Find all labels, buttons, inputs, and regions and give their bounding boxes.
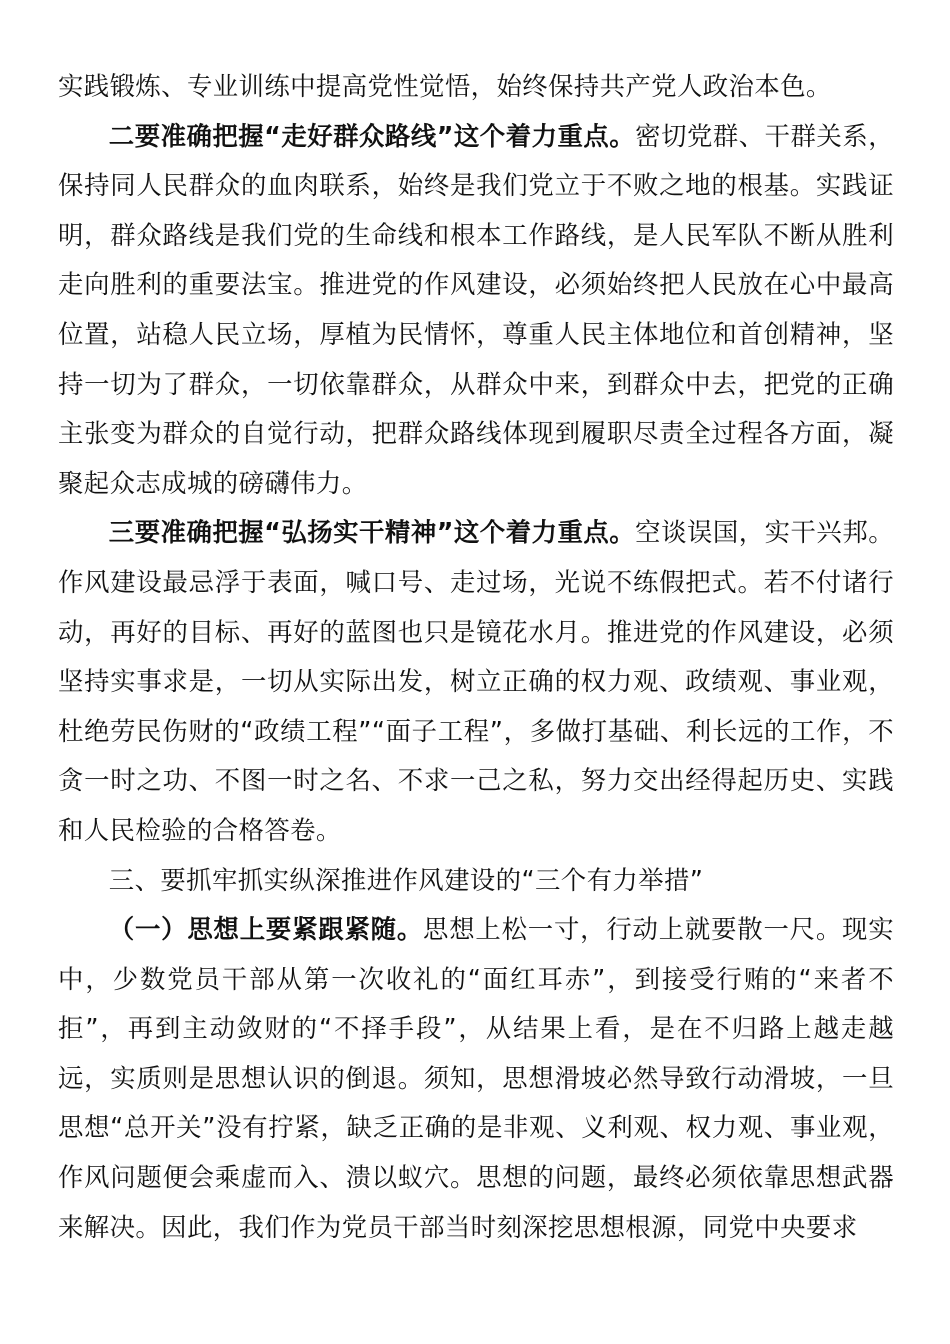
subsection-lead: （一）思想上要紧跟紧随。 [108, 914, 424, 945]
paragraph-thought [58, 905, 894, 1252]
paragraph-lead: 二要准确把握“走好群众路线”这个着力重点。 [108, 120, 636, 151]
paragraph-text: 密切党群、干群关系，保持同人民群众的血肉联系，始终是我们党立于不败之地的根基。实践证明，群众路线是我们党的生命线和根本工作路线，是人民军队不断从胜利走向胜利的重要法宝。推进党的作风建设，必须始终把人民放在心中最高位置，站稳人民立场，厚植为民情怀，尊重人民主体地位和首创精神，坚持一切为了群众，一切依靠群众，从群众中来，到群众中去，把党的正确主张变为群众的自觉行动，把群众路线体现到履职尽责全过程各方面，凝聚起众志成城的磅礴伟力。 [58, 120, 895, 498]
paragraph-continuation [58, 62, 894, 112]
section-heading: 三、要抓牢抓实纵深推进作风建设的“三个有力举措” [108, 864, 704, 895]
paragraph-text: 空谈误国，实干兴邦。作风建设最忌浮于表面，喊口号、走过场，光说不练假把式。若不付诸行动，再好的目标、再好的蓝图也只是镜花水月。推进党的作风建设，必须坚持实事求是，一切从实际出发，树立正确的权力观、政绩观、事业观，杜绝劳民伤财的“政绩工程”“面子工程”，多做打基础、利长远的工作，不贪一时之功、不图一时之名、不求一己之私，努力交出经得起历史、实践和人民检验的合格答卷。 [58, 517, 895, 845]
paragraph-text: 实践锻炼、专业训练中提高党性觉悟，始终保持共产党人政治本色。 [58, 71, 832, 101]
document-page [58, 62, 894, 1252]
paragraph-mass-line [58, 112, 894, 509]
paragraph-practical-spirit [58, 508, 894, 855]
paragraph-text: 思想上松一寸，行动上就要散一尺。现实中，少数党员干部从第一次收礼的“面红耳赤”，到接受行贿的“来者不拒”，再到主动敛财的“不择手段”，从结果上看，是在不归路上越走越远，实质则是思想认识的倒退。须知，思想滑坡必然导致行动滑坡，一旦思想“总开关”没有拧紧，缺乏正确的是非观、义利观、权力观、事业观，作风问题便会乘虚而入、溃以蚁穴。思想的问题，最终必须依靠思想武器来解决。因此，我们作为党员干部当时刻深挖思想根源，同党中央要求 [58, 914, 894, 1242]
paragraph-lead: 三要准确把握“弘扬实干精神”这个着力重点。 [108, 517, 636, 548]
